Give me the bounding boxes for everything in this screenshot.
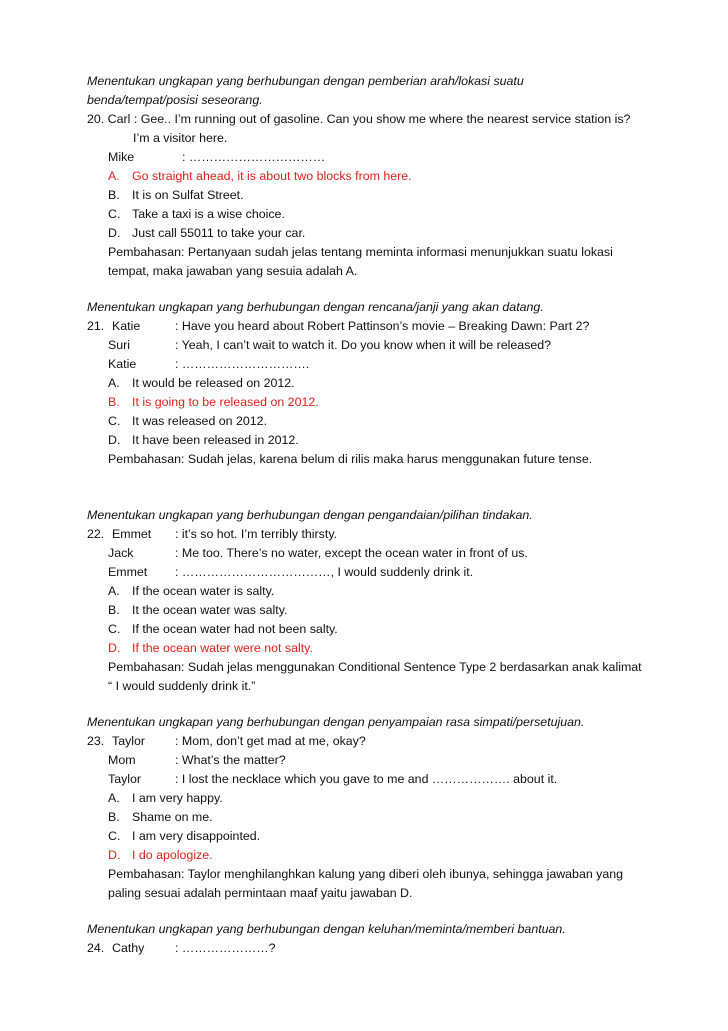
option-text: Just call 55011 to take your car. xyxy=(132,226,306,240)
question-number: 22. xyxy=(87,527,105,541)
question-number: 23. xyxy=(87,734,105,748)
pembahasan-continued: tempat, maka jawaban yang sesuia adalah A. xyxy=(108,264,358,278)
option-text: If the ocean water had not been salty. xyxy=(132,622,338,636)
option-letter: C. xyxy=(108,207,121,221)
option-text-correct: Go straight ahead, it is about two blocks from here. xyxy=(132,169,412,183)
pembahasan: Pembahasan: Sudah jelas, karena belum di rilis maka harus menggunakan future tense. xyxy=(108,452,593,466)
dialog-text: : …………………………… xyxy=(182,150,326,164)
dialog-speaker: Mike xyxy=(108,150,135,164)
question-stem: 20. Carl : Gee.. I’m running out of gasoline. Can you show me where the nearest service station is? xyxy=(87,112,631,126)
dialog-text: : I lost the necklace which you gave to me and ………………. about it. xyxy=(175,772,558,786)
dialog-text: : What’s the matter? xyxy=(175,753,286,767)
dialog-speaker: Cathy xyxy=(112,941,145,955)
topic-heading: Menentukan ungkapan yang berhubungan dengan pemberian arah/lokasi suatu xyxy=(87,74,524,88)
option-text: Shame on me. xyxy=(132,810,213,824)
option-letter: B. xyxy=(108,188,120,202)
option-text: It would be released on 2012. xyxy=(132,376,295,390)
option-letter: B. xyxy=(108,603,120,617)
option-text: It the ocean water was salty. xyxy=(132,603,288,617)
pembahasan: Pembahasan: Pertanyaan sudah jelas tentang meminta informasi menunjukkan suatu lokasi xyxy=(108,245,613,259)
dialog-text: : ………………………………, I would suddenly drink it. xyxy=(175,565,474,579)
option-text: I am very disappointed. xyxy=(132,829,261,843)
option-text: If the ocean water is salty. xyxy=(132,584,275,598)
pembahasan: Pembahasan: Taylor menghilanghkan kalung yang diberi oleh ibunya, sehingga jawaban yang xyxy=(108,867,624,881)
question-stem-continued: I’m a visitor here. xyxy=(133,131,228,145)
dialog-speaker: Jack xyxy=(108,546,134,560)
option-letter: D. xyxy=(108,226,121,240)
option-letter: C. xyxy=(108,414,121,428)
dialog-speaker: Emmet xyxy=(108,565,148,579)
question-number: 24. xyxy=(87,941,105,955)
option-letter: A. xyxy=(108,169,120,183)
option-text: I am very happy. xyxy=(132,791,223,805)
option-text-correct: It is going to be released on 2012. xyxy=(132,395,319,409)
option-letter: C. xyxy=(108,622,121,636)
topic-heading-continued: benda/tempat/posisi seseorang. xyxy=(87,93,263,107)
option-letter: B. xyxy=(108,395,120,409)
pembahasan: Pembahasan: Sudah jelas menggunakan Conditional Sentence Type 2 berdasarkan anak kalimat xyxy=(108,660,642,674)
topic-heading: Menentukan ungkapan yang berhubungan dengan pengandaian/pilihan tindakan. xyxy=(87,508,533,522)
dialog-text: : …………………………. xyxy=(175,357,310,371)
option-text: Take a taxi is a wise choice. xyxy=(132,207,285,221)
option-text: It is on Sulfat Street. xyxy=(132,188,244,202)
dialog-speaker: Katie xyxy=(108,357,137,371)
dialog-text: : Me too. There’s no water, except the ocean water in front of us. xyxy=(175,546,528,560)
option-text: It was released on 2012. xyxy=(132,414,268,428)
dialog-text: : Yeah, I can’t wait to watch it. Do you know when it will be released? xyxy=(175,338,552,352)
option-letter: C. xyxy=(108,829,121,843)
option-letter: D. xyxy=(108,848,121,862)
dialog-speaker: Taylor xyxy=(112,734,146,748)
option-text: It have been released in 2012. xyxy=(132,433,299,447)
pembahasan-continued: paling sesuai adalah permintaan maaf yaitu jawaban D. xyxy=(108,886,413,900)
dialog-text: : Mom, don’t get mad at me, okay? xyxy=(175,734,366,748)
dialog-speaker: Mom xyxy=(108,753,136,767)
dialog-text: : Have you heard about Robert Pattinson’s movie – Breaking Dawn: Part 2? xyxy=(175,319,590,333)
dialog-speaker: Emmet xyxy=(112,527,152,541)
option-text-correct: If the ocean water were not salty. xyxy=(132,641,313,655)
option-letter: A. xyxy=(108,376,120,390)
option-letter: D. xyxy=(108,641,121,655)
dialog-speaker: Katie xyxy=(112,319,141,333)
dialog-text: : …………………? xyxy=(175,941,276,955)
topic-heading: Menentukan ungkapan yang berhubungan dengan keluhan/meminta/memberi bantuan. xyxy=(87,922,566,936)
pembahasan-continued: “ I would suddenly drink it.” xyxy=(108,679,256,693)
option-letter: D. xyxy=(108,433,121,447)
topic-heading: Menentukan ungkapan yang berhubungan dengan penyampaian rasa simpati/persetujuan. xyxy=(87,715,585,729)
dialog-speaker: Suri xyxy=(108,338,131,352)
dialog-text: : it’s so hot. I’m terribly thirsty. xyxy=(175,527,338,541)
option-letter: A. xyxy=(108,791,120,805)
dialog-speaker: Taylor xyxy=(108,772,142,786)
option-letter: A. xyxy=(108,584,120,598)
question-number: 21. xyxy=(87,319,105,333)
option-letter: B. xyxy=(108,810,120,824)
option-text-correct: I do apologize. xyxy=(132,848,213,862)
topic-heading: Menentukan ungkapan yang berhubungan dengan rencana/janji yang akan datang. xyxy=(87,300,544,314)
